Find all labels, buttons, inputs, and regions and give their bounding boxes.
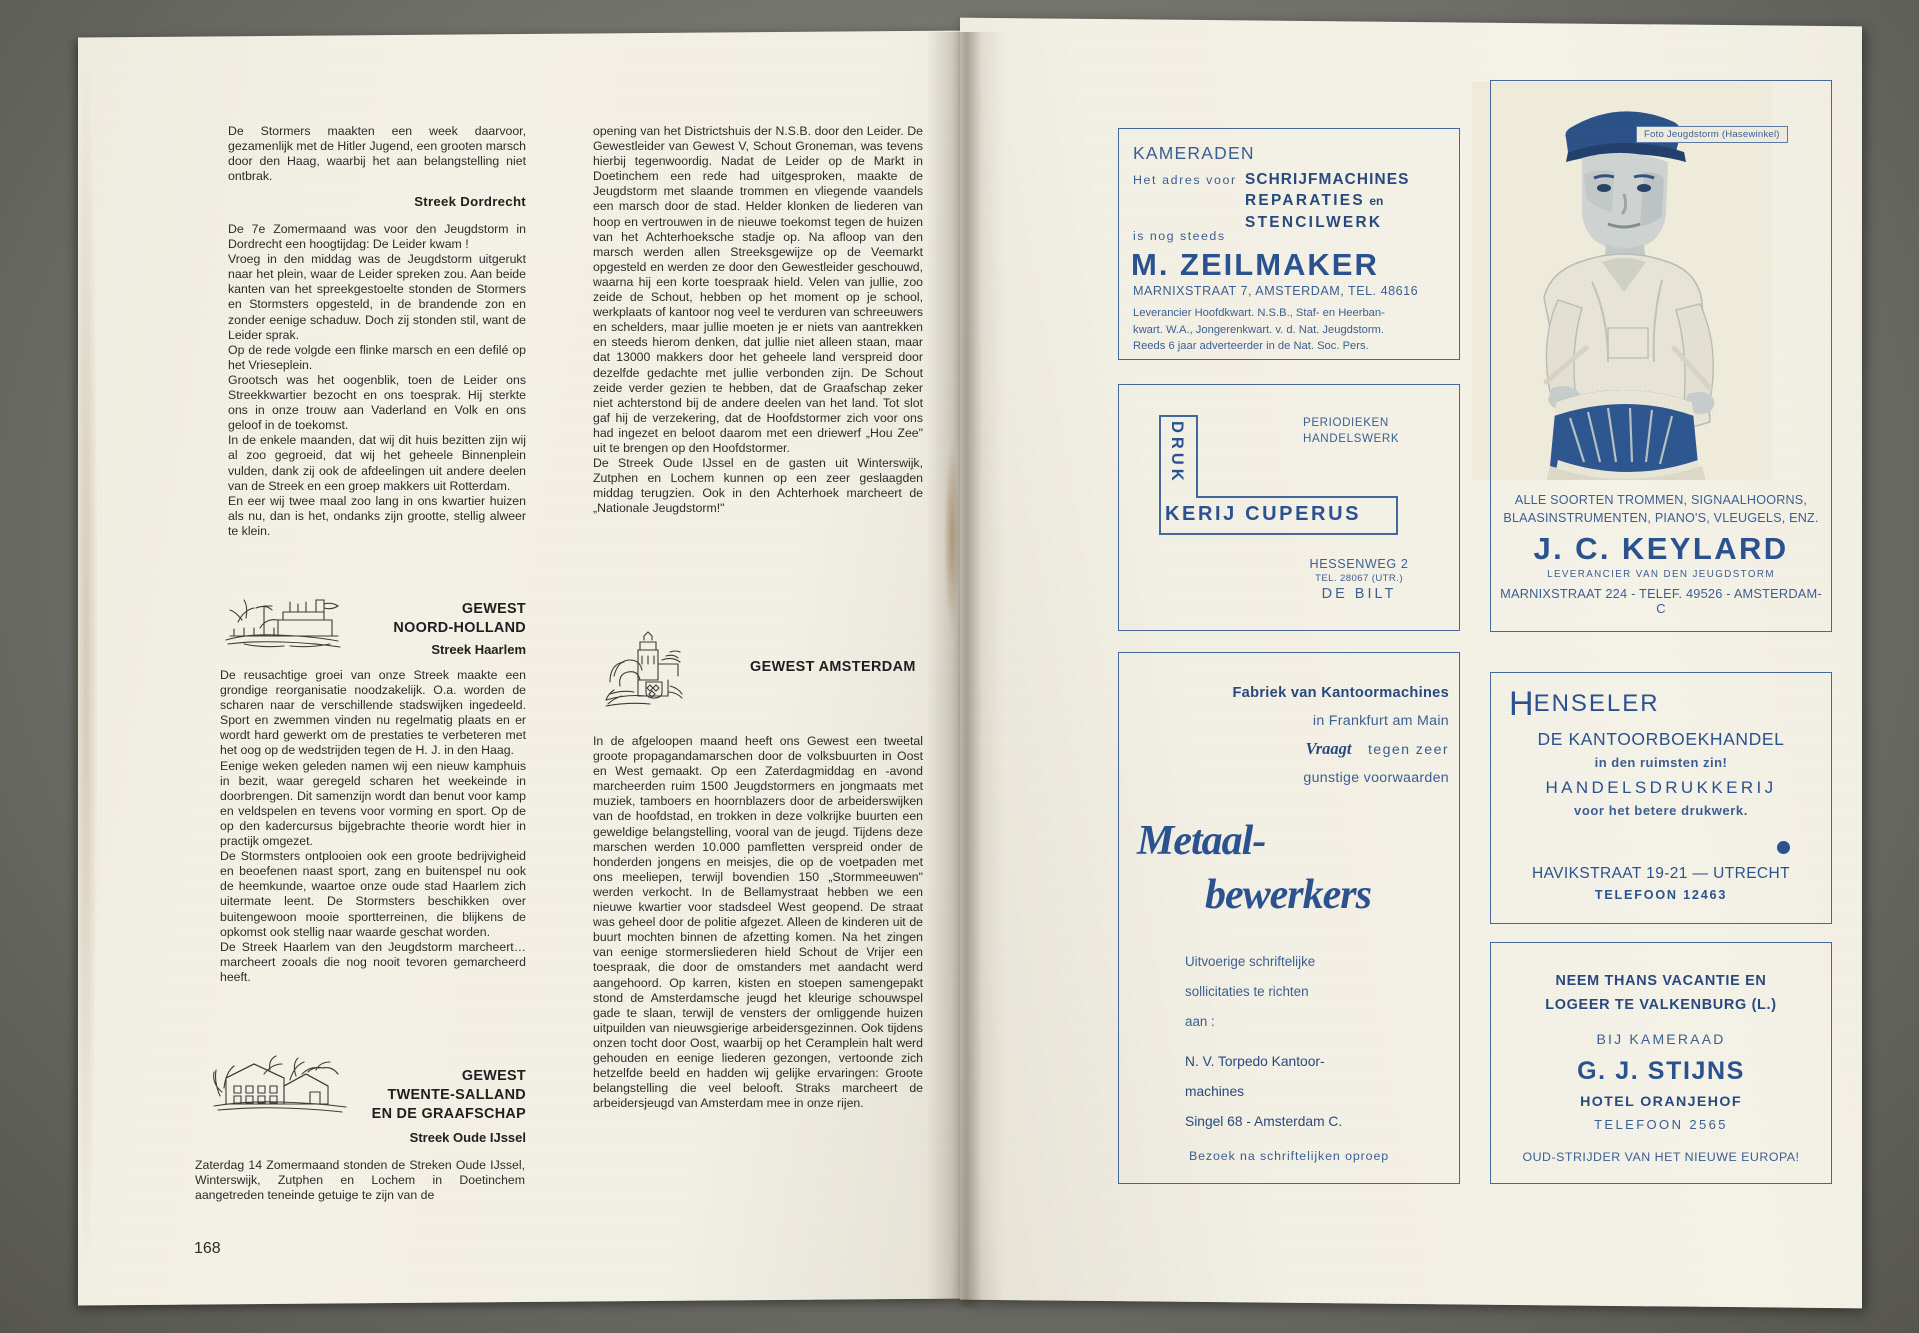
farmhouse-icon xyxy=(212,1052,348,1116)
ad-henseler-tel: TELEFOON 12463 xyxy=(1594,888,1728,902)
ad-torpedo-script-metaal: Metaal- xyxy=(1137,818,1266,864)
ad-cuperus-street: HESSENWEG 2 xyxy=(1309,557,1409,571)
paragraph: De Streek Haarlem van den Jeugdstorm marcheert… marcheert zooals die nog nooit tevoren gemarcheerd heeft. xyxy=(220,939,526,984)
ad-torpedo-metaalbewerkers xyxy=(1118,652,1460,1184)
heading-line-2: NOORD-HOLLAND xyxy=(393,620,526,636)
left-col-1-oude-ijssel xyxy=(195,1158,525,1203)
paragraph: Zaterdag 14 Zomermaand stonden de Streken Oude IJssel, Winterswijk, Zutphen en Lochem in Doetinchem aangetreden teneinde getuige te zijn van de xyxy=(195,1158,525,1203)
gewest-twente-heading xyxy=(360,1067,526,1124)
streek-oude-ijssel-subheading: Streek Oude IJssel xyxy=(409,1130,526,1145)
ad-torpedo-line-4: gunstige voorwaarden xyxy=(1303,770,1449,786)
ad-zeilmaker-address: MARNIXSTRAAT 7, AMSTERDAM, TEL. 48616 xyxy=(1133,284,1419,298)
ad-keylard-supplier: LEVERANCIER VAN DEN JEUGDSTORM xyxy=(1547,569,1775,580)
ad-henseler xyxy=(1490,672,1832,924)
ad-cuperus xyxy=(1118,384,1460,631)
ad-zeilmaker-service-2a: REPARATIES xyxy=(1245,192,1365,209)
ad-zeilmaker-service-2b: en xyxy=(1369,194,1384,208)
ad-stijns-hotel: HOTEL ORANJEHOF xyxy=(1580,1094,1742,1110)
ad-cuperus-tag-1: PERIODIEKEN xyxy=(1303,416,1389,429)
ad-henseler-line-2: in den ruimsten zin! xyxy=(1594,755,1728,770)
ad-torpedo-body-3: aan : xyxy=(1185,1014,1215,1029)
paragraph: opening van het Districtshuis der N.S.B. door den Leider. De Gewestleider van Gewest V, Schout Groneman, was tevens hierbij tegenwoordig. Nadat de Leider op de Markt in Doetinchem een rede had uitgesproken, maakte de Jeugdstorm met slaande trommen en vliegende vaandels een marsch door de stad. Helder klonken de liederen van hoop en vertrouwen in de nieuwe toekomst tegen de huizen van het Achterhoeksche stadje op. Na afloop van den marsch werden allen Streeksgewijze op de Veemarkt opgesteld en werden ze door den Gewestleider geschouwd, waarna hij een korte toespraak hield. Velen van jullie, zoo zeide de Schout, hebben op het moment op je school, werkplaats of kantoor nog veel te verduren van schreeuwers en schelders, maar jullie moeten je er niets van aantrekken en steeds hierom denken, dat jullie niet alleen staan, maar dat 13000 makkers door het geheele land verspreid door dezelfde gedachte met jullie verbonden zijn. De Schout zeide verder gezien te hebben, dat de Graafschap zeker niet achterstond bij de andere deelen van het land. Tot slot gaf hij de verzekering, dat de Hoofdstormer zich voor ons had ingezet en beloot daarom met een driewerf „Hou Zee" uit te brengen op den Hoofdstormer. xyxy=(593,124,923,455)
ad-henseler-line-1: DE KANTOORBOEKHANDEL xyxy=(1537,729,1785,749)
heading-line-1: GEWEST xyxy=(461,601,526,617)
left-col-1-intro xyxy=(228,124,526,184)
left-col-1-dordrecht xyxy=(228,222,526,539)
photo-caption: Foto Jeugdstorm (Hasewinkel) xyxy=(1636,126,1788,143)
ad-keylard-name: J. C. KEYLARD xyxy=(1533,531,1789,566)
paragraph: Op de rede volgde een flinke marsch en een defilé op het Vrieseplein. xyxy=(228,342,526,372)
ad-zeilmaker-name: M. ZEILMAKER xyxy=(1131,247,1379,282)
bullet-dot-icon xyxy=(1777,841,1790,854)
paragraph: De 7e Zomermaand was voor den Jeugdstorm in Dordrecht een hoogtijdag: De Leider kwam ! xyxy=(228,222,526,252)
ad-henseler-dropcap: H xyxy=(1509,685,1534,723)
ad-henseler-address: HAVIKSTRAAT 19-21 — UTRECHT xyxy=(1532,865,1790,882)
ad-cuperus-tel: TEL. 28067 (UTR.) xyxy=(1315,573,1403,584)
ad-torpedo-footer: Bezoek na schriftelijken oproep xyxy=(1188,1149,1390,1163)
amsterdam-coat-of-arms-icon xyxy=(600,630,706,722)
page-number: 168 xyxy=(194,1240,221,1257)
paragraph: De Stormers maakten een week daarvoor, gezamenlijk met de Hitler Jugend, een grooten marsch door den Haag, waarbij het aan belangstelling niet ontbrak. xyxy=(228,124,527,184)
paragraph: Vroeg in den middag was de Jeugdstorm uitgerukt naar het plein, waar de Leider spreken zou. Aan beide kanten van het spreekgestoelte stonden de Stormers en Stormsters opgesteld, in de brandende zon en zonder eenige schaduw. Doch zij stonden stil, want de Leider sprak. xyxy=(228,252,526,342)
ad-torpedo-body-1: Uitvoerige schriftelijke xyxy=(1185,954,1316,969)
paragraph: De reusachtige groei van onze Streek maakte een grondige reorganisatie noodzakelijk. O.a. worden de scharen naar de verschillende stadswijken ingedeeld. Sport en zwemmen vinden nu regelmatig plaats en er wordt hard gewerkt om de prestaties te verbeteren met het oog op de wedstrijden tegen de H. J. in den Haag. xyxy=(220,668,526,758)
ad-stijns xyxy=(1490,942,1832,1184)
ad-stijns-footer: OUD-STRIJDER VAN HET NIEUWE EUROPA! xyxy=(1522,1150,1800,1164)
gewest-noord-holland-heading xyxy=(360,600,526,638)
paragraph: En eer wij twee maal zoo lang in ons kwartier huizen als nu, dan is het, ondanks zijn grootte, stellig alweer te klein. xyxy=(228,493,526,538)
ad-torpedo-line-2: in Frankfurt am Main xyxy=(1312,713,1449,729)
paragraph: In de enkele maanden, dat wij dit huis bezitten zijn wij al zoo gegroeid, dat wij het geheele Binnenplein vulden, dank zij ook de afdeelingen uit andere deelen van de Streek en een groep makkers uit Rotterdam. xyxy=(228,433,526,493)
ad-torpedo-addr-1: N. V. Torpedo Kantoor- xyxy=(1185,1054,1325,1069)
ad-torpedo-body-2: sollicitaties te richten xyxy=(1185,984,1309,999)
ad-zeilmaker-kameraden: KAMERADEN xyxy=(1133,143,1255,163)
ad-keylard-address: MARNIXSTRAAT 224 - TELEF. 49526 - AMSTERDAM-C xyxy=(1500,586,1822,616)
ad-stijns-tel: TELEFOON 2565 xyxy=(1594,1117,1728,1132)
ad-torpedo-addr-2: machines xyxy=(1185,1084,1245,1099)
ad-cuperus-name: KERIJ CUPERUS xyxy=(1165,503,1362,525)
ad-stijns-line-3: BIJ KAMERAAD xyxy=(1596,1031,1726,1047)
ad-stijns-name: G. J. STIJNS xyxy=(1577,1057,1745,1085)
ad-stijns-line-1: NEEM THANS VACANTIE EN xyxy=(1555,973,1767,989)
ad-torpedo-line-3-rest: tegen zeer xyxy=(1367,742,1449,758)
ad-torpedo-script-bewerkers: bewerkers xyxy=(1205,872,1371,918)
gewest-amsterdam-heading: GEWEST AMSTERDAM xyxy=(750,659,916,675)
ad-zeilmaker-het-adres-voor: Het adres voor xyxy=(1133,173,1237,187)
ad-henseler-line-4: voor het betere drukwerk. xyxy=(1574,803,1748,818)
harbour-ship-icon xyxy=(220,592,350,654)
streek-haarlem-subheading: Streek Haarlem xyxy=(431,642,526,657)
ad-zeilmaker-is-nog-steeds: is nog steeds xyxy=(1133,229,1226,243)
ad-torpedo-vraagt-script: Vraagt xyxy=(1305,739,1352,758)
paragraph: In de afgeloopen maand heeft ons Gewest een tweetal groote propagandamarschen door de volksbuurten in Oost en West gemaakt. Op een Zaterdagmiddag en -avond marcheerden ruim 1500 Jeugdstormers en jongmaats met muziek, tamboers en hoornblazers door de arbeiderswijken van de hoofdstad, en trokken in deze volkrijke buurten een geweldige belangstelling, vooral van de jeugd. Tijdens deze marschen werden 10.000 pamfletten verspreid onder de honderden jongens en meisjes, die op de voetpaden met ons meeliepen, terwijl bovendien 150 „Stormmeeuwen" werden verkocht. In de Bellamystraat hebben we een nieuwe kwartier voor stadsdeel West geopend. De straat was geheel door de politie afgezet. Alleen de kinderen uit de buurt mochten binnen de afzetting komen. Na het zingen van eenige stormersliederen hield Schout de Vrijer een toespraak, die door de omstanders met aandacht werd aangehoord. Op karren, kisten en stoepen samengepakt stond de Amsterdamsche jeugd het kleurige schouwspel gade te slaan, terwijl de vensters der omliggende huizen uitpuilden van nieuwsgierige arbeidersgezinnen. Ook tijdens onzen tocht door Oost, waarbij op het Ceramplein halt werd gehouden en eenige liederen gezongen, vertoonde zich hetzelfde beeld en hadden wij gelijke ervaringen: Groote belangstelling die veel belooft. Straks marcheert de arbeidersjeugd van Amsterdam mee in onze rijen. xyxy=(593,734,923,1111)
paragraph: Eenige weken geleden namen wij een nieuw kamphuis in bezit, waar geregeld scharen het weekeinde in doorbrengen. Dit samenzijn wordt dan benut voor kamp en veldspelen en tevens voor vorming en sport. Op de op den kadercursus bijgebrachte theorie wordt hier in practijk omgezet. xyxy=(220,758,526,849)
left-col-2-amsterdam xyxy=(593,734,923,1111)
ad-torpedo-line-1: Fabriek van Kantoormachines xyxy=(1232,685,1449,701)
paragraph: De Stormsters ontplooien ook een groote bedrijvigheid en beoefenen naast sport, zang en buitenspel nu ook de heemkunde, waartoe onze oude stad Haarlem zich uitermate leent. De Stormsters beschikken over buitengewoon mooie sportterreinen, die blijkens de opkomst ook stellig naar waarde geschat worden. xyxy=(220,849,526,939)
heading-line-2: TWENTE-SALLAND xyxy=(387,1087,526,1103)
ad-cuperus-city: DE BILT xyxy=(1321,586,1397,602)
ad-henseler-line-3: HANDELSDRUKKERIJ xyxy=(1545,778,1777,797)
ad-zeilmaker-fine-1: Leverancier Hoofdkwart. N.S.B., Staf- en Heerban- xyxy=(1133,307,1385,319)
ad-zeilmaker xyxy=(1118,128,1460,360)
ad-henseler-name-rest: ENSELER xyxy=(1533,690,1660,717)
ad-zeilmaker-service-3: STENCILWERK xyxy=(1245,214,1383,231)
ad-cuperus-vertical-druk: DRUK xyxy=(1168,421,1186,485)
open-book xyxy=(60,12,1860,1312)
ad-zeilmaker-fine-3: Reeds 6 jaar adverteerder in de Nat. Soc. Pers. xyxy=(1133,340,1369,352)
ad-keylard-line-1: ALLE SOORTEN TROMMEN, SIGNAALHOORNS, xyxy=(1514,493,1808,507)
ad-cuperus-tag-2: HANDELSWERK xyxy=(1303,432,1400,445)
paragraph: De Streek Oude IJssel en de gasten uit Winterswijk, Zutphen en Lochem kunnen op een zeer geslaagden middag terugzien. Ook in den Achterhoek marcheert de „Nationale Jeugdstorm!" xyxy=(593,456,923,516)
paragraph: Grootsch was het oogenblik, toen de Leider ons Streekkwartier bezocht en ons toesprak. Hij sterkte ons in onze trouw aan Vaderland en Volk en ons geloof in de toekomst. xyxy=(228,372,526,433)
ad-zeilmaker-service-1: SCHRIJFMACHINES xyxy=(1245,171,1410,188)
left-col-1-haarlem xyxy=(220,668,526,985)
ad-keylard xyxy=(1490,80,1832,632)
ad-keylard-line-2: BLAASINSTRUMENTEN, PIANO'S, VLEUGELS, ENZ. xyxy=(1503,511,1819,525)
left-col-2-doetinchem xyxy=(593,124,923,516)
ad-stijns-line-2: LOGEER TE VALKENBURG (L.) xyxy=(1545,997,1777,1013)
heading-line-1: GEWEST xyxy=(461,1068,526,1084)
ad-torpedo-addr-3: Singel 68 - Amsterdam C. xyxy=(1185,1114,1343,1129)
ad-zeilmaker-fine-2: kwart. W.A., Jongerenkwart. v. d. Nat. Jeugdstorm. xyxy=(1133,323,1384,336)
heading-line-3: EN DE GRAAFSCHAP xyxy=(371,1106,526,1122)
heading-streek-dordrecht: Streek Dordrecht xyxy=(414,194,526,209)
